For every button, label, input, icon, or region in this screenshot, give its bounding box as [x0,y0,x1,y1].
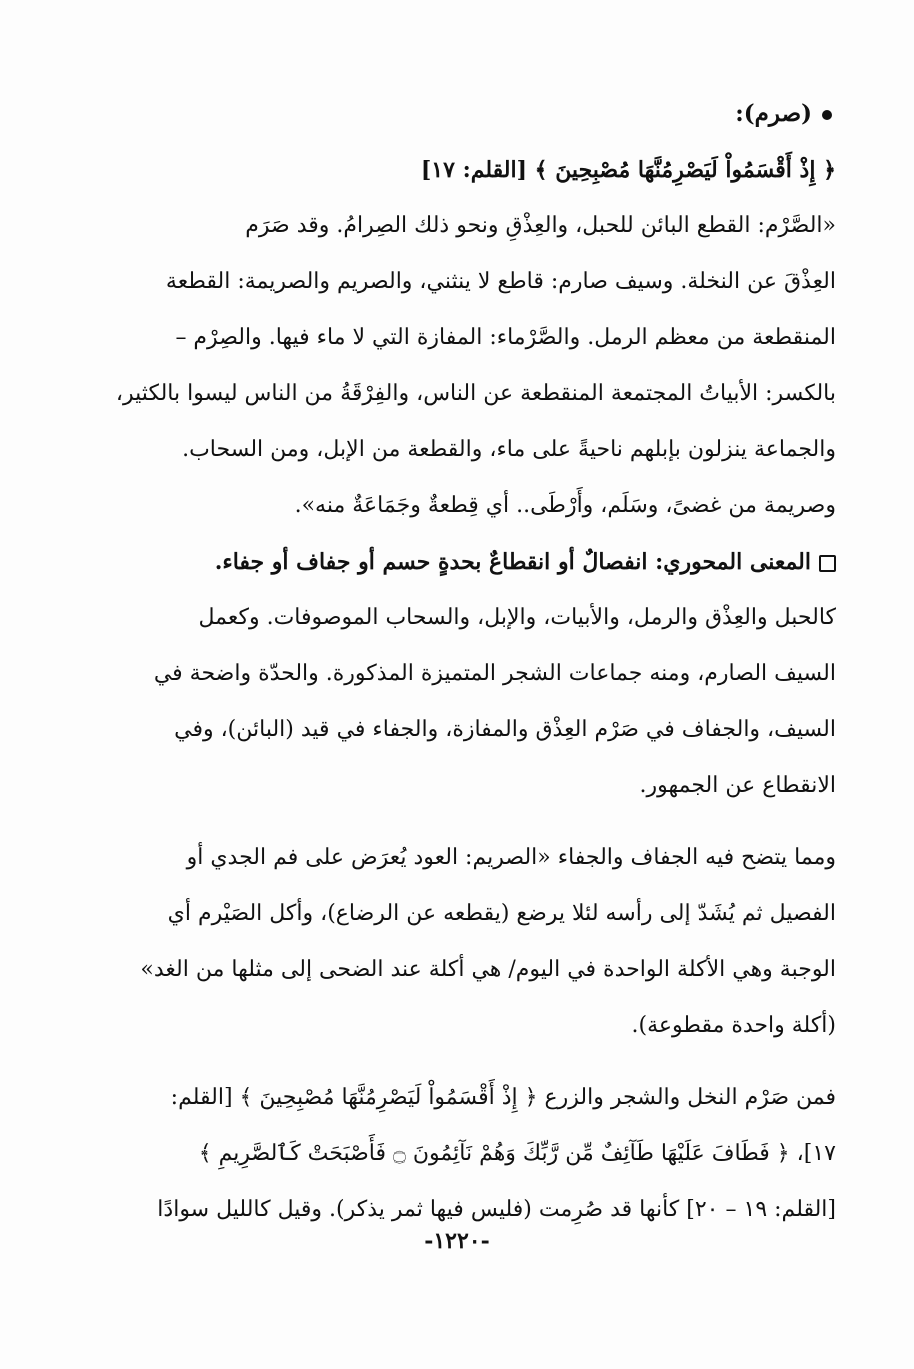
text-line: والجماعة ينزلون بإبلهم ناحيةً على ماء، والقطعة من الإبل، ومن السحاب. [182,437,836,462]
text-line: الفصيل ثم يُشَدّ إلى رأسه لئلا يرضع (يقطعه عن الرضاع)، وأكل الصَيْرم أي [167,901,836,926]
main-text [112,86,836,1238]
text-line: كالحبل والعِذْق والرمل، والأبيات، والإبل، والسحاب الموصوفات. وكعمل [198,605,836,630]
text-line: المنقطعة من معظم الرمل. والصَّرْماء: المفازة التي لا ماء فيها. والصِرْم – [175,325,836,350]
page-number: -١٢٢٠- [424,1228,490,1254]
paragraph-dryness [112,830,836,1054]
bullet-icon [822,110,832,120]
verse-citation: ﴿ إِذْ أَقْسَمُواْ لَيَصْرِمُنَّهَا مُصْبِحِينَ ﴾ [القلم: ١٧] [420,157,836,183]
text-line: الانقطاع عن الجمهور. [639,773,836,798]
text-line: «الصَّرْم: القطع البائن للحبل، والعِذْقِ ونحو ذلك الصِرامُ. وقد صَرَم [245,213,836,238]
core-meaning-line [112,534,836,590]
paragraph-core-meaning [112,534,836,814]
text-line: ومما يتضح فيه الجفاف والجفاء «الصريم: العود يُعرَض على فم الجدي أو [186,845,836,870]
text-line: فمن صَرْم النخل والشجر والزرع ﴿ إِذْ أَقْسَمُواْ لَيَصْرِمُنَّهَا مُصْبِحِينَ ﴾ [القلم: [170,1085,836,1110]
entry-heading [112,86,836,142]
core-meaning-text: المعنى المحوري: انفصالٌ أو انقطاعٌ بحدةٍ حسم أو جفاف أو جفاء. [214,549,811,575]
text-line: العِذْقَ عن النخلة. وسيف صارم: قاطع لا ينثني، والصريم والصريمة: القطعة [165,269,836,294]
text-line: ١٧]، ﴿ فَطَافَ عَلَيْهَا طَآئِفٌ مِّن رَّبِّكَ وَهُمْ نَآئِمُونَ ۝ فَأَصْبَحَتْ كَٱلصَّرِيمِ ﴾ [198,1141,836,1166]
text-line: السيف الصارم، ومنه جماعات الشجر المتميزة المذكورة. والحدّة واضحة في [153,661,836,686]
paragraph-quran [112,1070,836,1238]
paragraph-definition [112,198,836,534]
entry-heading-text: (صرم): [735,100,812,127]
square-box-icon [819,555,836,572]
text-line: (أكلة واحدة مقطوعة). [631,1013,836,1038]
text-line: بالكسر: الأبياتُ المجتمعة المنقطعة عن الناس، والفِرْقَةُ من الناس ليسوا بالكثير، [115,381,836,406]
text-line: السيف، والجفاف في صَرْم العِذْق والمفازة، والجفاء في قيد (البائن)، وفي [174,717,836,742]
text-line: الوجبة وهي الأكلة الواحدة في اليوم/ هي أكلة عند الضحى إلى مثلها من الغد» [140,957,836,982]
text-line: وصريمة من غضىً، وسَلَم، وأَرْطَى.. أي قِطعةٌ وجَمَاعَةٌ منه». [294,493,836,518]
text-line: [القلم: ١٩ – ٢٠] كأنها قد صُرِمت (فليس فيها ثمر يذكر). وقيل كالليل سوادًا [157,1197,836,1222]
